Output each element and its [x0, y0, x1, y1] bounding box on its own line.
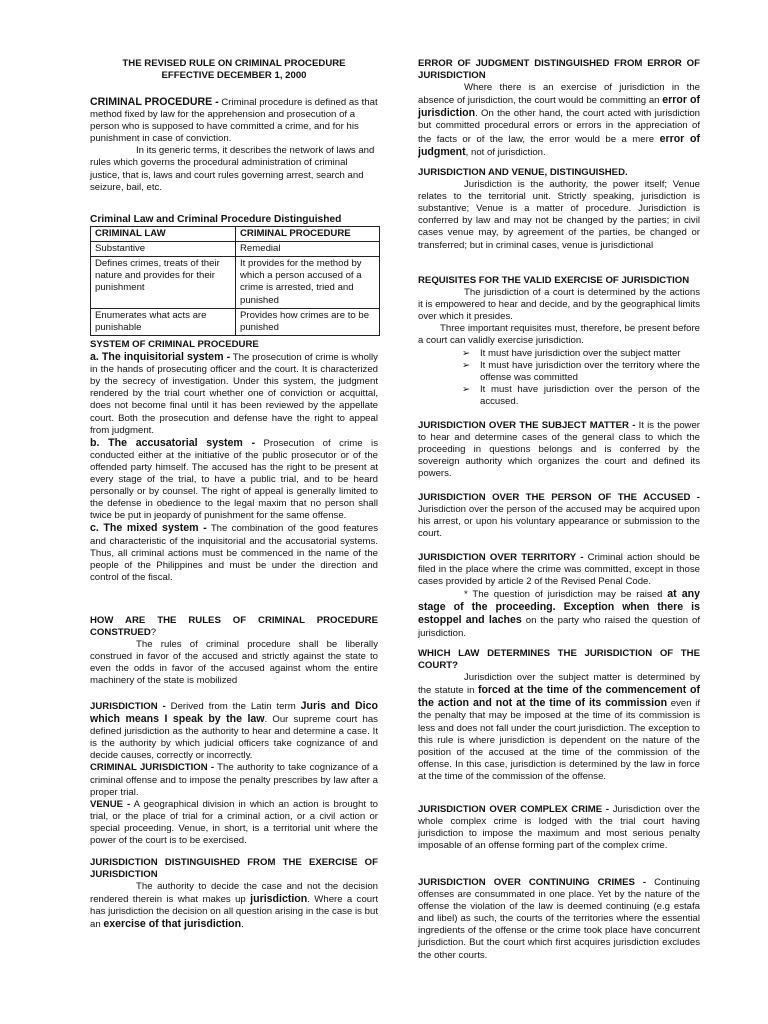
- section-distinguished: [90, 214, 382, 336]
- table-cell: Provides how crimes are to be punished: [236, 308, 380, 335]
- arrow-bullet-icon: ➢: [462, 347, 471, 359]
- error-bold-1: error of jurisdiction: [418, 94, 700, 120]
- error-text-2: . On the other hand, the court acted with jurisdiction but committed procedural errors or errors in the appreciation of the facts or of the law, the error would be a mere: [418, 108, 700, 145]
- criminal-jurisdiction-heading: CRIMINAL JURISDICTION -: [90, 762, 215, 774]
- construed-heading-text: HOW ARE THE RULES OF CRIMINAL PROCEDURE CONSTRUED: [90, 615, 378, 639]
- which-law-text-2: even if the penalty that may be imposed at the time of its commission is less and does not fall under the court jurisdiction. The exception to this rule is where jurisdiction is dependent on the nature of the position of the accused at the time of the commission of the offense. In this case, jurisdiction is determined by the law in force at the time of the commission of the offense.: [418, 698, 700, 782]
- table-row: [91, 257, 380, 308]
- continuing-text: Continuing offenses are consummated in one place. Yet by the nature of the offense the violation of the law is deemed continuing (e.g estafa and libel) as such, the courts of the territories where the essential ingredients of the offense or the crime took place have concurrent jurisdiction. But the court which first acquires jurisdiction excludes the other courts.: [418, 877, 700, 961]
- exercise-text-3: .: [241, 919, 244, 931]
- system-b-label: b. The accusatorial system -: [90, 436, 256, 449]
- section-systems: [90, 339, 378, 584]
- jurisdiction-paragraph: [90, 700, 378, 762]
- exercise-heading: [90, 857, 378, 881]
- error-text-3: , not of jurisdiction.: [465, 146, 546, 158]
- exercise-heading-text: JURISDICTION DISTINGUISHED FROM THE EXERCISE OF JURISDICTION: [90, 857, 378, 881]
- requisites-heading: [418, 275, 700, 287]
- criminal-jurisdiction-text: The authority to take cognizance of a criminal offense and to impose the penalty prescribes by law after a proper trial.: [90, 762, 378, 798]
- jurisdiction-text-1: Derived from the Latin term: [165, 701, 301, 712]
- person-paragraph: [418, 492, 700, 540]
- error-heading: [418, 58, 700, 82]
- which-law-heading: [418, 648, 700, 672]
- complex-paragraph: [418, 804, 700, 852]
- list-item: [462, 384, 700, 408]
- exercise-text: [90, 881, 378, 931]
- section-complex-crime: [418, 804, 700, 852]
- section-territory: [418, 552, 700, 640]
- continuing-paragraph: [418, 877, 700, 962]
- criminal-jurisdiction-paragraph: [90, 762, 378, 798]
- continuing-heading: JURISDICTION OVER CONTINUING CRIMES -: [418, 877, 647, 888]
- systems-heading-text: SYSTEM OF CRIMINAL PROCEDURE: [90, 339, 259, 350]
- document-title: [90, 58, 378, 82]
- system-c-text: The combination of the good features and characteristic of the inquisitorial and the accusatorial systems. Thus, all criminal actions must be commenced in the name of the people of the Philippines and must be under the direction and control of the fiscal.: [90, 523, 378, 583]
- requisites-text-1: The jurisdiction of a court is determined by the actions it is empowered to hear and decide, and by the geographical limits over which it presides.: [418, 287, 700, 323]
- title-line-2: EFFECTIVE DECEMBER 1, 2000: [161, 70, 307, 82]
- exercise-bold-2: exercise of that jurisdiction: [103, 918, 242, 931]
- systems-heading: [90, 339, 378, 351]
- construed-heading: [90, 615, 378, 639]
- requisites-text-2: Three important requisites must, therefore, be present before a court can validly exercise jurisdiction.: [418, 323, 700, 347]
- complex-heading: JURISDICTION OVER COMPLEX CRIME -: [418, 804, 610, 815]
- list-item-text: It must have jurisdiction over the territory where the offense was committed: [480, 359, 700, 383]
- venue-text: A geographical division in which an action is brought to trial, or the place of trial for a criminal action, or a civil action or special proceeding. Venue, in short, is a territorial unit where the power of the court is to be exercised.: [90, 798, 378, 847]
- territory-note: [418, 588, 700, 639]
- venue-dist-heading-text: JURISDICTION AND VENUE, DISTINGUISHED.: [418, 167, 628, 178]
- exercise-text-1: The authority to decide the case and not the decision rendered therein is what makes up: [90, 881, 378, 906]
- distinguished-heading-text: Criminal Law and Criminal Procedure Distinguished: [90, 214, 342, 225]
- table-header-criminal-law: CRIMINAL LAW: [91, 227, 236, 242]
- system-c: [90, 522, 378, 583]
- section-which-law: [418, 648, 700, 783]
- section-venue-distinguished: [418, 167, 700, 252]
- requisites-heading-text: REQUISITES FOR THE VALID EXERCISE OF JURISDICTION: [418, 275, 690, 286]
- table-cell: It provides for the method by which a person accused of a crime is arrested, tried and punished: [236, 257, 380, 308]
- error-heading-text: ERROR OF JUDGMENT DISTINGUISHED FROM ERROR OF JURISDICTION: [418, 58, 700, 82]
- subject-text: It is the power to hear and determine cases of the general class to which the proceeding in questions belongs and is conferred by the sovereign authority which organizes the court and defined its powers.: [418, 420, 700, 480]
- system-a-text: The prosecution of crime is wholly in the hands of prosecuting officer and the court. It is characterized by the secrecy of investigation. Under this system, the judgment rendered by the trial court whether one of conviction or acquittal, does not become final until it has been reviewed by the appellate court. Both the prosecution and defense have the right to appeal from judgment.: [90, 352, 378, 436]
- system-c-label: c. The mixed system -: [90, 522, 207, 535]
- arrow-bullet-icon: ➢: [462, 383, 471, 395]
- system-b: [90, 437, 378, 523]
- criminal-procedure-paragraph: [90, 96, 378, 145]
- criminal-procedure-text: Criminal procedure is defined as that method fixed by law for the apprehension and prosecution of a person who is supposed to have committed a crime, and for his punishment in case of conviction.: [90, 97, 378, 145]
- section-error: [418, 58, 700, 159]
- title-line-1: THE REVISED RULE ON CRIMINAL PROCEDURE: [122, 58, 346, 69]
- territory-note-2: on the party who raised the question of jurisdiction.: [418, 615, 700, 639]
- table-row: [91, 242, 380, 257]
- jurisdiction-latin: Juris and Dico which means I speak by the law: [90, 700, 378, 726]
- venue-dist-text: Jurisdiction is the authority, the power itself; Venue relates to the territorial unit. Strictly speaking, jurisdiction is substantive; Venue is a matter of procedure. Jurisdiction is conferred by law and may not be changed by the parties; in civil cases venue may, by agreement of the parties, be changed or transferred; but in criminal cases, venue is jurisdictional: [418, 179, 700, 251]
- list-item-text: It must have jurisdiction over the subject matter: [480, 347, 681, 359]
- system-a-label: a. The inquisitorial system -: [90, 351, 231, 364]
- person-text: Jurisdiction over the person of the accused may be acquired upon his arrest, or upon his voluntary appearance or submission to the court.: [418, 504, 700, 540]
- table-cell: Remedial: [236, 242, 380, 257]
- list-item-text: It must have jurisdiction over the person of the accused.: [480, 383, 700, 407]
- list-item: [462, 348, 700, 360]
- complex-text: Jurisdiction over the whole complex crime is lodged with the trial court having jurisdiction to impose the maximum and most serious penalty imposable of an offense forming part of the complex crime.: [418, 804, 701, 852]
- venue-dist-heading: [418, 167, 700, 179]
- person-heading: JURISDICTION OVER THE PERSON OF THE ACCUSED -: [418, 492, 700, 503]
- territory-text: Criminal action should be filed in the place where the crime was committed, except in those cases provided by article 2 of the Revised Penal Code.: [418, 552, 700, 588]
- jurisdiction-heading: JURISDICTION -: [90, 701, 166, 712]
- venue-heading: VENUE -: [90, 798, 131, 810]
- territory-paragraph: [418, 552, 700, 588]
- territory-note-1: * The question of jurisdiction may be raised: [464, 589, 668, 601]
- table-header-row: [91, 227, 380, 242]
- section-person: [418, 492, 700, 540]
- subject-paragraph: [418, 420, 700, 480]
- construed-text: The rules of criminal procedure shall be liberally construed in favor of the accused and strictly against the state to even the odds in favor of the accused against whom the entire machinery of the state is mobilized: [90, 639, 378, 687]
- territory-heading: JURISDICTION OVER TERRITORY -: [418, 552, 584, 563]
- section-requisites: [418, 275, 700, 408]
- which-law-text-1: Jurisdiction over the subject matter is determined by the statute in: [418, 672, 700, 697]
- exercise-text-2: . Where a court has jurisdiction the decision on all question arising in the case is but an: [90, 894, 378, 931]
- system-b-text: Prosecution of crime is conducted either at the initiative of the public prosecutor or of the offended party himself. The accused has the right to be present at every stage of the trial, to have a public trial, and to be heard personally or by counsel. The right of appeal is generally limited to the defense in obedience to the legal maxim that no person shall twice be put in jeopardy of punishment for the same offense.: [90, 437, 378, 522]
- error-text: [418, 82, 700, 159]
- list-item: [462, 360, 700, 384]
- table-cell: Enumerates what acts are punishable: [91, 308, 236, 335]
- exercise-bold-1: jurisdiction: [250, 893, 308, 906]
- table-header-criminal-procedure: CRIMINAL PROCEDURE: [236, 227, 380, 242]
- requisites-list: [418, 348, 700, 408]
- which-law-text: [418, 672, 700, 783]
- comparison-table: [90, 226, 380, 336]
- error-text-1: Where there is an exercise of jurisdiction in the absence of jurisdiction, the court would be committing an: [418, 82, 700, 107]
- arrow-bullet-icon: ➢: [462, 359, 471, 371]
- subject-heading: JURISDICTION OVER THE SUBJECT MATTER -: [418, 420, 636, 431]
- criminal-procedure-generic: In its generic terms, it describes the network of laws and rules which governs the procedural administration of criminal justice, that is, laws and court rules governing arrest, search and seizure, bail, etc.: [90, 145, 375, 193]
- section-subject-matter: [418, 420, 700, 480]
- section-criminal-procedure: [90, 96, 378, 194]
- which-law-bold: forced at the time of the commencement of the action and not at the time of its commission: [418, 684, 700, 710]
- section-continuing-crimes: [418, 877, 700, 962]
- table-row: [91, 308, 380, 335]
- error-bold-2: error of judgment: [418, 132, 700, 158]
- construed-heading-qmark: ?: [150, 627, 157, 639]
- section-jurisdiction: [90, 700, 378, 847]
- table-cell: Defines crimes, treats of their nature and provides for their punishment: [91, 257, 236, 308]
- venue-paragraph: [90, 799, 378, 847]
- jurisdiction-text-2: . Our supreme court has defined jurisdiction as the authority to hear and determine a case. It is the authority by which judicial officers take cognizance of and decide causes, correctly or incorrectly.: [90, 714, 378, 762]
- table-cell: Substantive: [91, 242, 236, 257]
- territory-note-bold: at any stage of the proceeding. Exception when there is estoppel and laches: [418, 588, 700, 627]
- distinguished-heading: [90, 214, 382, 226]
- section-exercise: [90, 857, 378, 932]
- system-a: [90, 351, 378, 437]
- which-law-heading-text: WHICH LAW DETERMINES THE JURISDICTION OF THE COURT?: [418, 648, 700, 672]
- section-construed: [90, 615, 378, 688]
- criminal-procedure-heading: CRIMINAL PROCEDURE -: [90, 96, 219, 108]
